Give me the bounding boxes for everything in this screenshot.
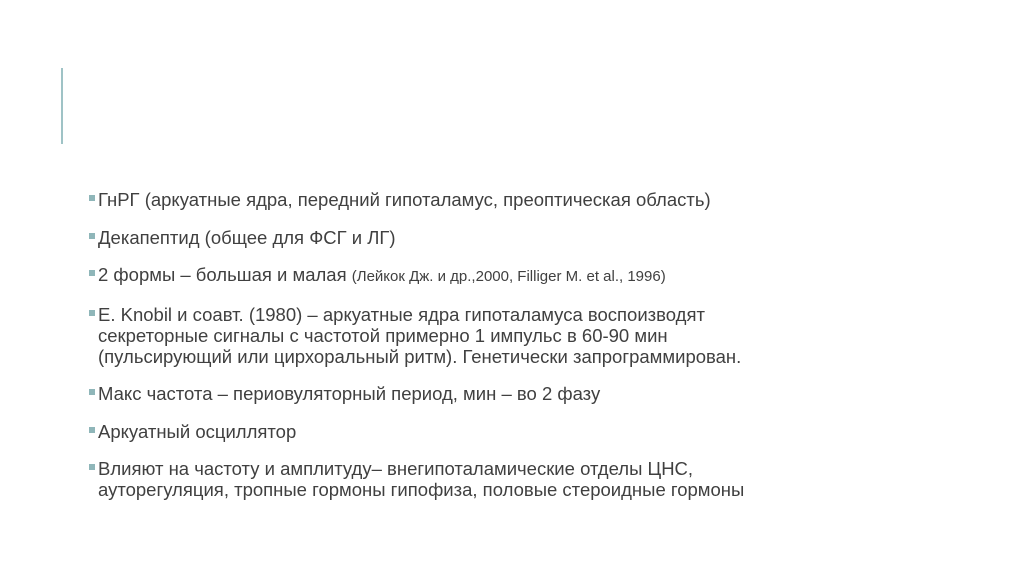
bullet-marker-icon xyxy=(89,464,95,470)
bullet-item xyxy=(89,421,969,442)
bullet-text-line: Влияют на частоту и амплитуду– внегипоталамические отделы ЦНС, xyxy=(98,458,694,479)
bullet-text: Макс частота – периовуляторный период, мин – во 2 фазу xyxy=(98,383,601,404)
bullet-marker-icon xyxy=(89,270,95,276)
accent-bar xyxy=(61,68,63,144)
bullet-item xyxy=(89,304,969,367)
bullet-marker-icon xyxy=(89,195,95,201)
bullet-marker-icon xyxy=(89,389,95,395)
bullet-item xyxy=(89,383,969,404)
bullet-text-line: ауторегуляция, тропные гормоны гипофиза, половые стероидные гормоны xyxy=(98,479,745,500)
bullet-text: Декапептид (общее для ФСГ и ЛГ) xyxy=(98,226,396,248)
bullet-text: Аркуатный осциллятор xyxy=(98,420,297,442)
bullet-item xyxy=(89,227,969,248)
bullet-reference: (Лейкок Дж. и др.,2000, Filliger M. et al., 1996) xyxy=(351,268,666,285)
bullet-item xyxy=(89,189,969,210)
bullet-text-line: (пульсирующий или цирхоральный ритм). Генетически запрограммирован. xyxy=(98,345,742,367)
bullet-marker-icon xyxy=(89,233,95,239)
bullet-item xyxy=(89,264,969,287)
bullet-list xyxy=(89,189,969,517)
bullet-text: ГнРГ (аркуатные ядра, передний гипоталамус, преоптическая область) xyxy=(98,189,711,210)
bullet-item xyxy=(89,458,969,500)
bullet-marker-icon xyxy=(89,427,95,433)
bullet-marker-icon xyxy=(89,310,95,316)
bullet-text-line: секреторные сигналы с частотой примерно 1 импульс в 60-90 мин xyxy=(98,324,668,346)
bullet-text-line: E. Knobil и соавт. (1980) – аркуатные ядра гипоталамуса воспоизводят xyxy=(98,303,705,325)
bullet-text: 2 формы – большая и малая xyxy=(98,264,352,285)
